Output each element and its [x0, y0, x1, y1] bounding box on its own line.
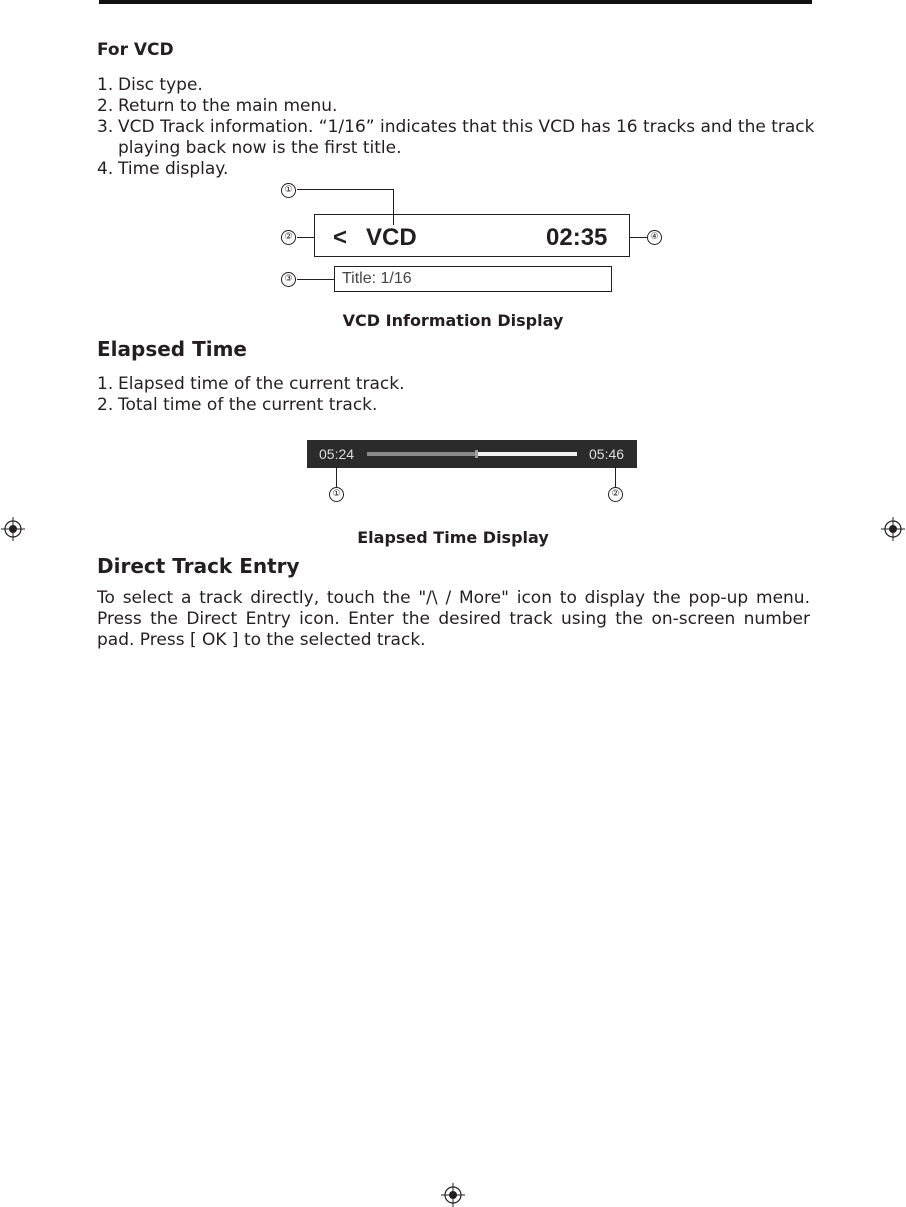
list-item: 3. VCD Track information. “1/16” indicates that this VCD has 16 tracks and the track playing back now is the first title. [97, 117, 815, 158]
callout-line [297, 237, 314, 238]
callout-line [630, 237, 647, 238]
callout-1: ① [329, 487, 344, 502]
list-item: 2. Return to the main menu. [97, 96, 338, 116]
callout-line [336, 466, 337, 487]
elapsed-caption: Elapsed Time Display [357, 528, 549, 547]
list-item: 1. Elapsed time of the current track. [97, 374, 405, 394]
back-icon[interactable]: < [333, 224, 348, 251]
track-info-label: Title: 1/16 [342, 270, 412, 287]
callout-line [615, 466, 616, 487]
callout-line [297, 189, 394, 190]
callout-1: ① [281, 183, 296, 198]
elapsed-heading: Elapsed Time [97, 337, 247, 361]
direct-heading: Direct Track Entry [97, 554, 300, 578]
list-item: 4. Time display. [97, 159, 229, 179]
registration-mark-icon [1, 517, 25, 541]
total-time: 05:46 [589, 446, 625, 462]
time-display: 02:35 [546, 224, 608, 251]
list-item: 2. Total time of the current track. [97, 395, 378, 415]
progress-fill [367, 452, 476, 456]
registration-mark-icon [881, 517, 905, 541]
elapsed-time: 05:24 [319, 446, 355, 462]
callout-2: ② [281, 230, 296, 245]
direct-paragraph: To select a track directly, touch the "/\ / More" icon to display the pop-up menu. Press the Direct Entry icon. Enter the desired track using the on-screen number pad. Press [ OK ] to the selected track. [97, 588, 810, 650]
vcd-caption: VCD Information Display [342, 311, 564, 330]
callout-2: ② [608, 487, 623, 502]
disc-type-label: VCD [366, 224, 417, 251]
vcd-heading: For VCD [97, 40, 174, 60]
progress-thumb[interactable] [475, 450, 478, 458]
callout-3: ③ [281, 272, 296, 287]
registration-mark-icon [441, 1183, 465, 1207]
callout-4: ④ [647, 230, 662, 245]
list-item: 1. Disc type. [97, 75, 203, 95]
progress-track[interactable] [367, 452, 577, 456]
top-rule [99, 0, 812, 4]
callout-line [297, 279, 334, 280]
